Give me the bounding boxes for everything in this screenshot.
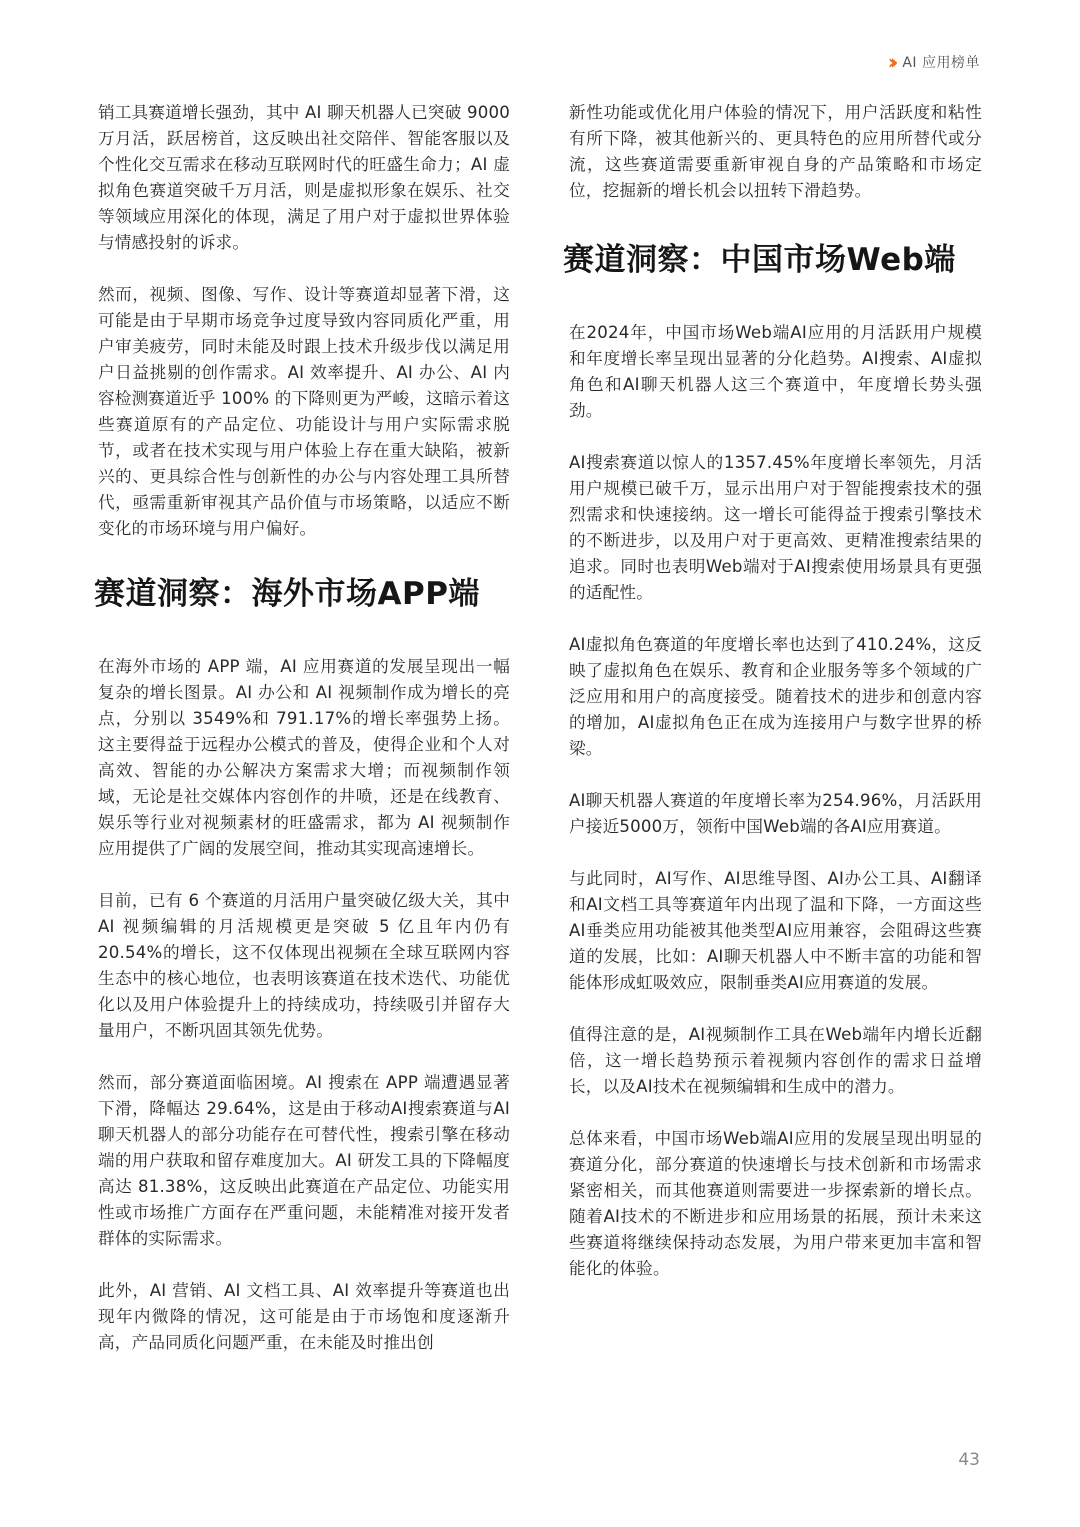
- left-paragraph-3: 在海外市场的 APP 端，AI 应用赛道的发展呈现出一幅复杂的增长图景。AI 办公和 AI 视频制作成为增长的亮点，分别以 3549%和 791.17%的增长率强势上扬。这主要得益于远程办公模式的普及，使得企业和个人对高效、智能的办公解决方案需求大增；而视频制作领域，无论是社交媒体内容创作的井喷，还是在线教育、娱乐等行业对视频素材的旺盛需求，都为 AI 视频制作应用提供了广阔的发展空间，推动其实现高速增长。: [98, 657, 510, 858]
- right-paragraph-8: 总体来看，中国市场Web端AI应用的发展呈现出明显的赛道分化，部分赛道的快速增长与技术创新和市场需求紧密相关，而其他赛道则需要进一步探索新的增长点。随着AI技术的不断进步和应用场景的拓展，预计未来这些赛道将继续保持动态发展，为用户带来更加丰富和智能化的体验。: [569, 1129, 982, 1278]
- right-paragraph-1: 新性功能或优化用户体验的情况下，用户活跃度和粘性有所下降，被其他新兴的、更具特色的应用所替代或分流，这些赛道需要重新审视自身的产品策略和市场定位，挖掘新的增长机会以扭转下滑趋势。: [569, 103, 982, 200]
- section-heading-overseas-app: 赛道洞察：海外市场APP端: [94, 576, 480, 612]
- left-paragraph-2: 然而，视频、图像、写作、设计等赛道却显著下滑，这可能是由于早期市场竞争过度导致内容同质化严重，用户审美疲劳，同时未能及时跟上技术升级步伐以满足用户日益挑剔的创作需求。AI 效率提升、AI 办公、AI 内容检测赛道近乎 100% 的下降则更为严峻，这暗示着这些赛道原有的产品定位、功能设计与用户实际需求脱节，或者在技术实现与用户体验上存在重大缺陷，被新兴的、更具综合性与创新性的办公与内容处理工具所替代，亟需重新审视其产品价值与市场策略，以适应不断变化的市场环境与用户偏好。: [98, 285, 510, 538]
- right-paragraph-2: 在2024年，中国市场Web端AI应用的月活跃用户规模和年度增长率呈现出显著的分化趋势。AI搜索、AI虚拟角色和AI聊天机器人这三个赛道中，年度增长势头强劲。: [569, 323, 982, 420]
- left-paragraph-1: 销工具赛道增长强劲，其中 AI 聊天机器人已突破 9000 万月活，跃居榜首，这反映出社交陪伴、智能客服以及个性化交互需求在移动互联网时代的旺盛生命力；AI 虚拟角色赛道突破千万月活，则是虚拟形象在娱乐、社交等领域应用深化的体现，满足了用户对于虚拟世界体验与情感投射的诉求。: [98, 103, 510, 252]
- section-heading-china-web: 赛道洞察：中国市场Web端: [563, 242, 956, 278]
- left-paragraph-4: 目前，已有 6 个赛道的月活用户量突破亿级大关，其中 AI 视频编辑的月活规模更是突破 5 亿且年内仍有 20.54%的增长，这不仅体现出视频在全球互联网内容生态中的核心地位，也表明该赛道在技术迭代、功能优化以及用户体验提升上的持续成功，持续吸引并留存大量用户，不断巩固其领先优势。: [98, 891, 510, 1040]
- left-paragraph-5: 然而，部分赛道面临困境。AI 搜索在 APP 端遭遇显著下滑，降幅达 29.64%，这是由于移动AI搜索赛道与AI聊天机器人的部分功能存在可替代性，搜索引擎在移动端的用户获取和留存难度加大。AI 研发工具的下降幅度高达 81.38%，这反映出此赛道在产品定位、功能实用性或市场推广方面存在严重问题，未能精准对接开发者群体的实际需求。: [98, 1073, 510, 1248]
- double-chevron-icon: ››: [887, 50, 893, 74]
- page-header: [888, 50, 980, 74]
- right-paragraph-7: 值得注意的是，AI视频制作工具在Web端年内增长近翻倍，这一增长趋势预示着视频内容创作的需求日益增长，以及AI技术在视频编辑和生成中的潜力。: [569, 1025, 982, 1096]
- right-column: [563, 100, 982, 1308]
- header-title: AI 应用榜单: [902, 55, 980, 71]
- right-paragraph-6: 与此同时，AI写作、AI思维导图、AI办公工具、AI翻译和AI文档工具等赛道年内出现了温和下降，一方面这些AI垂类应用功能被其他类型AI应用兼容，会阻碍这些赛道的发展，比如：AI聊天机器人中不断丰富的功能和智能体形成虹吸效应，限制垂类AI应用赛道的发展。: [569, 869, 982, 992]
- right-paragraph-4: AI虚拟角色赛道的年度增长率也达到了410.24%，这反映了虚拟角色在娱乐、教育和企业服务等多个领域的广泛应用和用户的高度接受。随着技术的进步和创意内容的增加，AI虚拟角色正在成为连接用户与数字世界的桥梁。: [569, 635, 982, 758]
- left-column: [94, 100, 510, 1382]
- left-paragraph-6: 此外，AI 营销、AI 文档工具、AI 效率提升等赛道也出现年内微降的情况，这可能是由于市场饱和度逐渐升高，产品同质化问题严重，在未能及时推出创: [98, 1281, 510, 1352]
- right-paragraph-3: AI搜索赛道以惊人的1357.45%年度增长率领先，月活用户规模已破千万，显示出用户对于智能搜索技术的强烈需求和快速接纳。这一增长可能得益于搜索引擎技术的不断进步，以及用户对于更高效、更精准搜索结果的追求。同时也表明Web端对于AI搜索使用场景具有更强的适配性。: [569, 453, 982, 602]
- page-number: 43: [958, 1450, 980, 1470]
- right-paragraph-5: AI聊天机器人赛道的年度增长率为254.96%，月活跃用户接近5000万，领衔中国Web端的各AI应用赛道。: [569, 791, 982, 836]
